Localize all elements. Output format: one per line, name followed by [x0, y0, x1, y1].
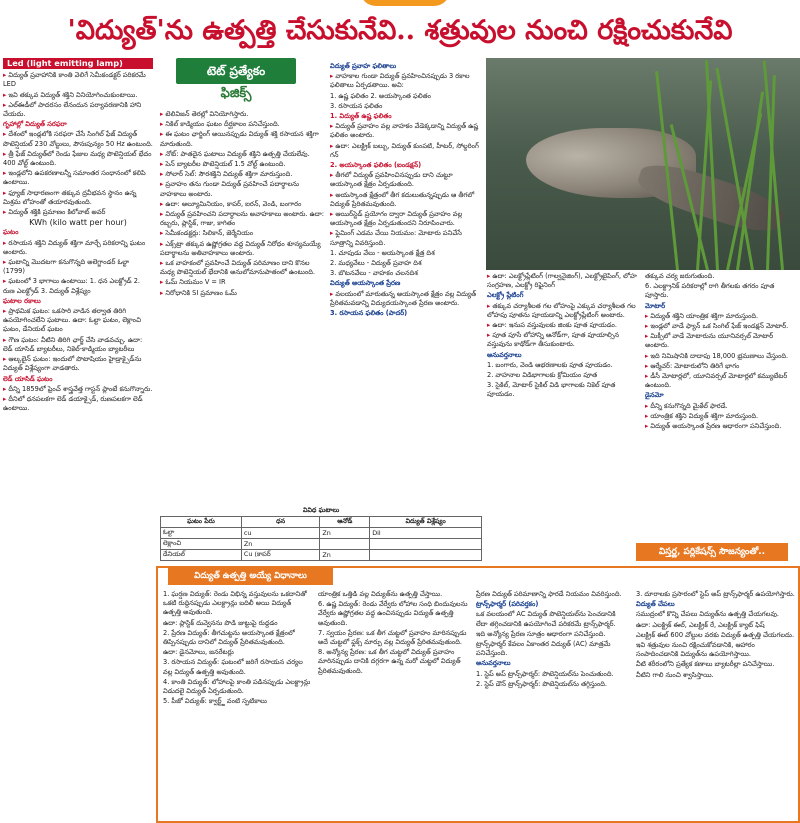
paragraph: ▸ విద్యుత్ శక్తిని యాంత్రిక శక్తిగా మారుస్తుంది. — [645, 312, 797, 321]
section-heading: విద్యుత్ అయస్కాంత ప్రేరణ — [330, 279, 401, 288]
paragraph: ఇవి శత్రువుల నుంచి రక్షించుకోవడానికి, ఆహారం సంపాదించడానికి విద్యుత్‌ను ఉపయోగిస్తాయి. — [636, 641, 755, 659]
paragraph: ఎలక్ట్రిక్ ఈల్ 600 వోల్టుల వరకు విద్యుత్ ఉత్పత్తి చేయగలదు. — [636, 630, 795, 639]
paragraph: 2. వాహనాల విడిభాగాలకు క్రోమియం పూత — [487, 371, 598, 380]
paragraph: ▸ ప్రాథమిక ఘటం: ఒకసారి వాడిన తర్వాత తిరిగి ఉపయోగించలేని ఘటాలు. ఉదా: ఓల్టా ఘటం, లెక్లాంచి ఘటం, డేనియల్ ఘటం — [3, 307, 153, 335]
paragraph: ▸ ఇవి తక్కువ విద్యుత్ శక్తిని వినియోగించుకుంటాయి. — [3, 91, 153, 100]
paragraph: యాంత్రిక ఒత్తిడి వల్ల విద్యుత్‌ను ఉత్పత్తి చేస్తాయి. — [318, 590, 443, 598]
paragraph: ▸ యాంత్రిక శక్తిని విద్యుత్ శక్తిగా మారుస్తుంది. — [645, 412, 797, 421]
paragraph: 3. సైకిల్, మోటార్ సైకిల్ విడి భాగాలకు నికెల్ పూత పూయడం. — [487, 381, 616, 399]
paragraph: ▸ ఉదా: ఎలక్ట్రోప్లేటింగ్ (గాల్వనైజింగ్), ఎలక్ట్రోటైపింగ్, లోహ సంగ్రహణ, ఎలక్ట్రో రిఫైనింగ్ — [487, 272, 641, 290]
paragraph: ▸ డీసీ మోటార్లలో, యూనివర్సల్ మోటార్లలో కమ్యుటేటర్ ఉంటుంది. — [645, 372, 797, 390]
paragraph: ▸ సెమీకండక్టర్లు: సిలికాన్, జెర్మేనియం — [160, 229, 324, 238]
table-header: ధన — [241, 517, 319, 528]
cells-table-grid — [160, 516, 482, 561]
table-cell — [370, 539, 482, 550]
paragraph: ▸ ప్రవాహం తను గుండా విద్యుత్ ప్రవహించే పదార్థాలను వాహకాలు అంటారు. — [160, 180, 324, 198]
kwh-unit: KWh (kilo watt per hour) — [29, 218, 127, 228]
paragraph: ▸ విద్యుత్ శక్తికి ప్రమాణం కిలోవాట్ అవర్ — [3, 208, 153, 217]
paragraph: ▸ ఫ్యూజ్ సాధారణంగా తక్కువ ద్రవీభవన స్థానం ఉన్న మిశ్రమ లోహంతో తయారవుతుంది. — [3, 189, 153, 207]
paragraph: ఇది అన్యోన్య ప్రేరణ సూత్రం ఆధారంగా పనిచేస్తుంది. — [476, 629, 606, 638]
table-cell: డేనియల్ — [161, 550, 242, 561]
paragraph: ▸ వలయంలో మారుతున్న అయస్కాంత క్షేత్రం వల్ల విద్యుత్ ప్రేరితమవడాన్ని విద్యుదయస్కాంత ప్రేరణ అంటారు. — [330, 290, 482, 308]
paragraph: ▸ ఇండ్లలో వాడే ఫ్యాన్ ఒక సింగిల్ ఫేజ్ ఇండక్షన్ మోటార్. — [645, 322, 797, 331]
paragraph: ▸ టెలివిజన్ తెరల్లో వినియోగిస్తారు. — [160, 110, 324, 119]
paragraph: ▸ నిరోధానికి SI ప్రమాణం ఓమ్ — [160, 289, 324, 298]
paragraph: వీటి శరీరంలోని ప్రత్యేక కణాలు బ్యాటరీల్లా పనిచేస్తాయి. — [636, 660, 775, 669]
bottom-column-3 — [476, 590, 628, 818]
bottom-column-2 — [318, 590, 470, 818]
paragraph: ▸ ఉదా: ఎలక్ట్రిక్ బల్బు, విద్యుత్ కుంపటి, హీటర్, సోల్డరింగ్ గన్ — [330, 142, 482, 160]
paragraph: 6. ఎలక్ట్రానిక్ పరికరాల్లో రాగి తీగలకు తగరం పూత పూస్తారు. — [645, 282, 775, 300]
section-heading: లెడ్ యాసిడ్ ఘటం — [3, 374, 53, 383]
column-motor-dynamo — [645, 272, 797, 542]
section-heading: 2. అయస్కాంత ఫలితం (ఐండక్షన్) — [330, 161, 422, 170]
paragraph: ▸ ఘటంలో 3 భాగాలు ఉంటాయి: 1. ధన ఎలక్ట్రోడ్ 2. రుణ ఎలక్ట్రోడ్ 3. విద్యుత్ విశ్లేష్యం — [3, 277, 153, 295]
paragraph: ▸ నోట్: పాతదైన ఘటాలు విద్యుత్ శక్తిని ఉత్పత్తి చేయలేవు. — [160, 150, 324, 159]
paragraph: 3. రసాయన ఫలితం (పాదర్) — [330, 309, 408, 318]
paragraph: 1. బంగారు, వెండి ఆభరణాలకు పూత పూయడం. — [487, 360, 613, 369]
paragraph: ట్రాన్స్‌ఫార్మర్ కేవలం ఏకాంతర విద్యుత్ (AC) మాత్రమే పనిచేస్తుంది. — [476, 640, 611, 658]
paragraph: ఉదా: ప్లాస్టిక్ దువ్వెనను పొడి జుట్టుపై రుద్దడం — [163, 618, 278, 627]
column-conductors — [160, 110, 324, 502]
paragraph: ▸ సోలార్ సెల్: సౌరశక్తిని విద్యుత్ శక్తిగా మారుస్తుంది. — [160, 170, 324, 179]
paragraph: ▸ ఇది నిమిషానికి దాదాపు 18,000 భ్రమణాలు చేస్తుంది. — [645, 352, 797, 361]
table-cell: Cu (కాపర్ — [241, 550, 319, 561]
paragraph: ▸ నికిల్ కాడ్మియం ఘటం దీర్ఘకాలం పనిచేస్తుంది. — [160, 120, 324, 129]
paragraph: ప్రేరణ విద్యుత్ పరిమాణాన్ని ఫారడే నియమం వివరిస్తుంది. — [476, 590, 622, 598]
section-heading: గృహాల్లో విద్యుత్ సరఫరా — [3, 120, 67, 129]
paragraph: 5. పీజో విద్యుత్: క్వార్ట్జ్ వంటి స్ఫటికాలు — [163, 697, 267, 706]
electric-eel-photo — [486, 58, 800, 270]
paragraph: ▸ తీగలో విద్యుత్ ప్రవహించినప్పుడు దాని చుట్టూ అయస్కాంత క్షేత్రం ఏర్పడుతుంది. — [330, 171, 482, 189]
led-heading: Led (light emitting lamp) — [3, 58, 153, 69]
paragraph: 6. ఉష్ణ విద్యుత్: రెండు వేర్వేరు లోహాల సంధి బిందువులను వేర్వేరు ఉష్ణోగ్రతల వద్ద ఉంచినప్పుడు విద్యుత్ ఉత్పత్తి అవుతుంది. — [318, 600, 468, 627]
section-heading: అనువర్తనాలు — [476, 659, 511, 668]
paragraph: ఒక వలయంలో AC విద్యుత్ పొటెన్షియల్‌ను పెంచడానికి లేదా తగ్గించడానికి ఉపయోగించే పరికరమే ట్రాన్స్‌ఫార్మర్. — [476, 610, 616, 628]
paragraph: 1. చూపుడు వేలు - అయస్కాంత క్షేత్ర దిశ — [330, 248, 435, 257]
paragraph: ▸ వాహకాల గుండా విద్యుత్ ప్రవహించినప్పుడు 3 రకాల ఫలితాలు ఏర్పడతాయి. అవి: — [330, 72, 482, 90]
paragraph: వీటిని గాలి నుంచి శ్వాసిస్తాయి. — [636, 670, 714, 679]
table-caption: వివిధ ఘటాలు — [302, 506, 340, 514]
paragraph: 1. స్టెప్ అప్ ట్రాన్స్‌ఫార్మర్: పొటెన్షియల్‌ను పెంచుతుంది. — [476, 669, 614, 678]
generation-methods-title: విద్యుత్ ఉత్పత్తి అయ్యే విధానాలు — [168, 568, 333, 585]
paragraph: ఉదా: ఎలక్ట్రిక్ ఈల్, ఎలక్ట్రిక్ రే, ఎలక్ట్రిక్ క్యాట్ ఫిష్ — [636, 620, 765, 629]
paragraph: ▸ ఫ్లెమింగ్ ఎడమ చేయి నియమం: మోటారు పనిచేసే సూత్రాన్ని వివరిస్తుంది. — [330, 229, 482, 247]
paragraph: 1. ఘర్షణ విద్యుత్: రెండు విభిన్న వస్తువులను ఒకదానితో ఒకటి రుద్దినప్పుడు ఎలక్ట్రాన్లు బదిలీ అయి విద్యుత్ ఉత్పత్తి అవుతుంది. — [163, 590, 307, 617]
paragraph: ▸ ఈ ఘటం ఛార్జింగ్ అయినప్పుడు విద్యుత్ శక్తి రసాయన శక్తిగా మారుతుంది. — [160, 130, 324, 148]
top-strip — [0, 0, 800, 7]
section-heading: ట్రాన్స్‌ఫార్మర్ (పరివర్తకం) — [476, 600, 539, 609]
paragraph: 2. ప్రేరణ విద్యుత్: తీగచుట్టను అయస్కాంత క్షేత్రంలో తిప్పినప్పుడు దానిలో విద్యుత్ ప్రేరితమవుతుంది. — [163, 628, 295, 647]
paragraph: ▸ గౌణ ఘటం: వీటిని తిరిగి ఛార్జ్ చేసి వాడవచ్చు. ఉదా: లెడ్ యాసిడ్ బ్యాటరీలు, నికెల్-కాడ్మియం బ్యాటరీలు — [3, 336, 153, 354]
section-heading: డైనమో — [645, 391, 664, 400]
bottom-column-1 — [163, 590, 311, 818]
table-header-row — [161, 517, 482, 528]
section-heading: 1. విద్యుత్ ఉష్ణ ఫలితం — [330, 112, 392, 121]
paragraph: ▸ ఆర్మేచర్: మోటారులోని తిరిగే భాగం — [645, 362, 797, 371]
table-cell: Zn — [320, 550, 370, 561]
paragraph: 3. బొటనవేలు - వాహకం చలనదిశ — [330, 269, 418, 278]
paragraph: ▸ ఆల్కలైన్ ఘటం: ఇందులో పొటాషియం హైడ్రాక్సైడ్‌ను విద్యుత్ విశ్లేష్యంగా వాడతారు. — [3, 355, 153, 373]
paragraph: ▸ ఉదా: ఇనుప వస్తువులకు జింకు పూత పూయడం. — [487, 321, 641, 330]
column-electroplating — [487, 272, 641, 562]
table-header: ఆనోడ్ — [320, 517, 370, 528]
paragraph: 3. రసాయన విద్యుత్: ఘటంలో జరిగే రసాయన చర్యల వల్ల విద్యుత్ ఉత్పత్తి అవుతుంది. — [163, 658, 303, 676]
bottom-column-4 — [636, 590, 796, 818]
paragraph: ▸ ఆయిర్‌స్టెడ్ ప్రయోగం ద్వారా విద్యుత్ ప్రవాహం వల్ల అయస్కాంత క్షేత్రం ఏర్పడుతుందని నిరూపించారు. — [330, 210, 482, 228]
paragraph: ▸ ఇండ్లలోని ఉపకరణాలన్నీ సమాంతర సంధానంలో కలిపి ఉంటాయి. — [3, 169, 153, 187]
paragraph: 2. స్టెప్ డౌన్ ట్రాన్స్‌ఫార్మర్: పొటెన్షియల్‌ను తగ్గిస్తుంది. — [476, 679, 608, 688]
section-heading: విద్యుత్ చేపలు — [636, 600, 675, 609]
paragraph: ఉదా: డైనమోలు, జనరేటర్లు — [163, 648, 234, 657]
paragraph: ▸ దీన్ని కనుగొన్నది మైకేల్ ఫారడే. — [645, 402, 797, 411]
paragraph: ▸ ఒక వాహకంలో ప్రవహించే విద్యుత్ పరిమాణం దాని కొనల మధ్య పొటెన్షియల్ భేదానికి అనులోమానుపాతంలో ఉంటుంది. — [160, 259, 324, 277]
section-heading: అనువర్తనాలు — [487, 350, 522, 359]
paragraph: ▸ అయస్కాంత క్షేత్రంలో తీగ కదులుతున్నప్పుడు ఆ తీగలో విద్యుత్ ప్రేరితమవుతుంది. — [330, 191, 482, 209]
section-heading: మోటార్ — [645, 301, 666, 310]
table-cell — [370, 550, 482, 561]
paragraph: ▸ విద్యుత్ ప్రవాహానికి కాంతి వెలిగే సెమీకండక్టర్ పరికరమే LED — [3, 71, 153, 89]
section-heading: విద్యుత్ ప్రవాహ ఫలితాలు — [330, 62, 397, 70]
paragraph: తక్కువ చర్య జరుగుతుంది. — [645, 272, 715, 280]
paragraph: 2. మధ్యవేలు - విద్యుత్ ప్రవాహ దిశ — [330, 259, 422, 268]
column-led-cells — [3, 58, 153, 818]
paragraph: ▸ రసాయన శక్తిని విద్యుత్ శక్తిగా మార్చే పరికరాన్ని ఘటం అంటారు. — [3, 239, 153, 257]
table-header: విద్యుత్ విశ్లేష్యం — [370, 517, 482, 528]
paragraph: 1. ఉష్ణ ఫలితం 2. అయస్కాంత ఫలితం — [330, 91, 432, 100]
section-heading: ఘటం — [3, 228, 19, 237]
paragraph: సముద్రంలో కొన్ని చేపలు విద్యుత్‌ను ఉత్పత్తి చేయగలవు. — [636, 610, 779, 619]
paragraph: 8. అన్యోన్య ప్రేరణ: ఒక తీగ చుట్టలో విద్యుత్ ప్రవాహం మారినప్పుడు దానికి దగ్గరగా ఉన్న మరో చుట్టలో విద్యుత్ ప్రేరితమవుతుంది. — [318, 648, 461, 675]
table-row — [161, 550, 482, 561]
paragraph: ▸ పూత పూసే లోహాన్ని ఆనోడ్‌గా, పూత పూయాల్సిన వస్తువును కాథోడ్‌గా తీసుకుంటారు. — [487, 331, 641, 349]
tet-special-badge — [176, 58, 296, 106]
paragraph: ▸ ఉదా: అల్యూమినియం, కాపర్, ఐరన్, వెండి, బంగారం — [160, 200, 324, 209]
paragraph: 7. స్వయం ప్రేరణ: ఒక తీగ చుట్టలో ప్రవాహం మారినప్పుడు అదే చుట్టలో ఫ్లక్స్ మార్పు వల్ల విద్యుత్ ప్రేరితమవుతుంది. — [318, 628, 467, 647]
paragraph: ▸ తక్కువ చర్యాశీలత గల లోహంపై ఎక్కువ చర్యాశీలత గల లోహపు పూతను పూయడాన్ని ఎలక్ట్రోప్లేటింగ్ అంటారు. — [487, 302, 641, 320]
column-current-effects — [330, 62, 482, 504]
paragraph: ▸ విద్యుత్ ప్రవహించని పదార్థాలను అవాహకాలు అంటారు. ఉదా: రబ్బరు, ప్లాస్టిక్, గాజు, కాగితం — [160, 210, 324, 228]
table-row — [161, 539, 482, 550]
page-headline: 'విద్యుత్'ను ఉత్పత్తి చేసుకునేవి.. శత్రువుల నుంచి రక్షించుకునేవి — [67, 15, 733, 46]
badge-title: టెట్ ప్రత్యేకం — [176, 58, 296, 84]
paragraph: ▸ మిక్సీలో వాడే మోటారును యూనివర్సల్ మోటార్ అంటారు. — [645, 332, 797, 350]
paragraph: ▸ ఘటాన్ని మొదటగా కనుగొన్నది అలెగ్జాండర్ ఓల్టా (1799) — [3, 258, 153, 276]
paragraph: ▸ విద్యుత్ ప్రవాహం వల్ల వాహకం వేడెక్కడాన్ని విద్యుత్ ఉష్ణ ఫలితం అంటారు. — [330, 122, 482, 140]
table-cell: Zn — [320, 528, 370, 539]
table-cell: Dil — [370, 528, 482, 539]
table-cell: లెక్లాంచి — [161, 539, 242, 550]
table-cell — [320, 539, 370, 550]
paragraph: 3. దూరాలకు ప్రసారంలో స్టెప్ అప్ ట్రాన్స్‌ఫార్మర్ ఉపయోగిస్తారు. — [636, 590, 795, 598]
grass-blade — [705, 60, 719, 270]
paragraph: ▸ విద్యుత్ అయస్కాంత ప్రేరణ ఆధారంగా పనిచేస్తుంది. — [645, 422, 797, 431]
badge-subtitle: ఫిజిక్స్ — [176, 84, 296, 104]
paragraph: ▸ ఎల్ఈడీలో పాదరసం లేనందున పర్యావరణానికి హాని చేయదు. — [3, 101, 153, 119]
paragraph: ▸ ఎక్స్‌ట్రా తక్కువ ఉష్ణోగ్రతల వద్ద విద్యుత్ నిరోధం శూన్యమయ్యే పదార్థాలను అతివాహకాలు అంటారు. — [160, 240, 324, 258]
table-cell: Zn — [241, 539, 319, 550]
paragraph: ▸ త్రీ ఫేజ్ విద్యుత్‌లో రెండు ఫేజుల మధ్య పొటెన్షియల్ భేదం 400 వోల్ట్ ఉంటుంది. — [3, 150, 153, 168]
paragraph: ▸ దేశంలో ఇండ్లలోకి సరఫరా చేసే సింగిల్ ఫేజ్ విద్యుత్ పొటెన్షియల్ 230 వోల్టులు, పౌనఃపున్యం 50 Hz ఉంటుంది. — [3, 130, 153, 148]
table-cell: ఓల్టా — [161, 528, 242, 539]
paragraph: ▸ దీన్ని 1859లో ఫ్రెంచ్ శాస్త్రవేత్త గాస్టన్ ప్లాంటే కనుగొన్నారు. — [3, 385, 153, 394]
paragraph: 4. కాంతి విద్యుత్: లోహాలపై కాంతి పడినప్పుడు ఎలక్ట్రాన్లు విడుదలై విద్యుత్ ఏర్పడుతుంది. — [163, 677, 311, 696]
table-header: ఘటం పేరు — [161, 517, 242, 528]
paragraph: ▸ దీనిలో ధనపలకగా లెడ్ డయాక్సైడ్, రుణపలకగా లెడ్ ఉంటాయి. — [3, 395, 153, 413]
section-heading: ఘటాల రకాలు — [3, 296, 41, 305]
table-cell: cu — [241, 528, 319, 539]
table-row — [161, 528, 482, 539]
paragraph: ▸ ఓమ్ నియమం V = IR — [160, 278, 324, 287]
top-arc-decoration — [360, 0, 450, 6]
credit-banner: విస్తర్ణ, పర్లికేషన్స్ సౌజన్యంతో.. — [636, 543, 788, 561]
paragraph: ▸ పెన్ బ్యాటరీల పొటెన్షియల్ 1.5 వోల్ట్ ఉంటుంది. — [160, 160, 324, 169]
cells-table — [160, 506, 482, 570]
section-heading: ఎలక్ట్రో ప్లేటింగ్ — [487, 291, 524, 300]
paragraph: 3. రసాయన ఫలితం — [330, 101, 383, 110]
